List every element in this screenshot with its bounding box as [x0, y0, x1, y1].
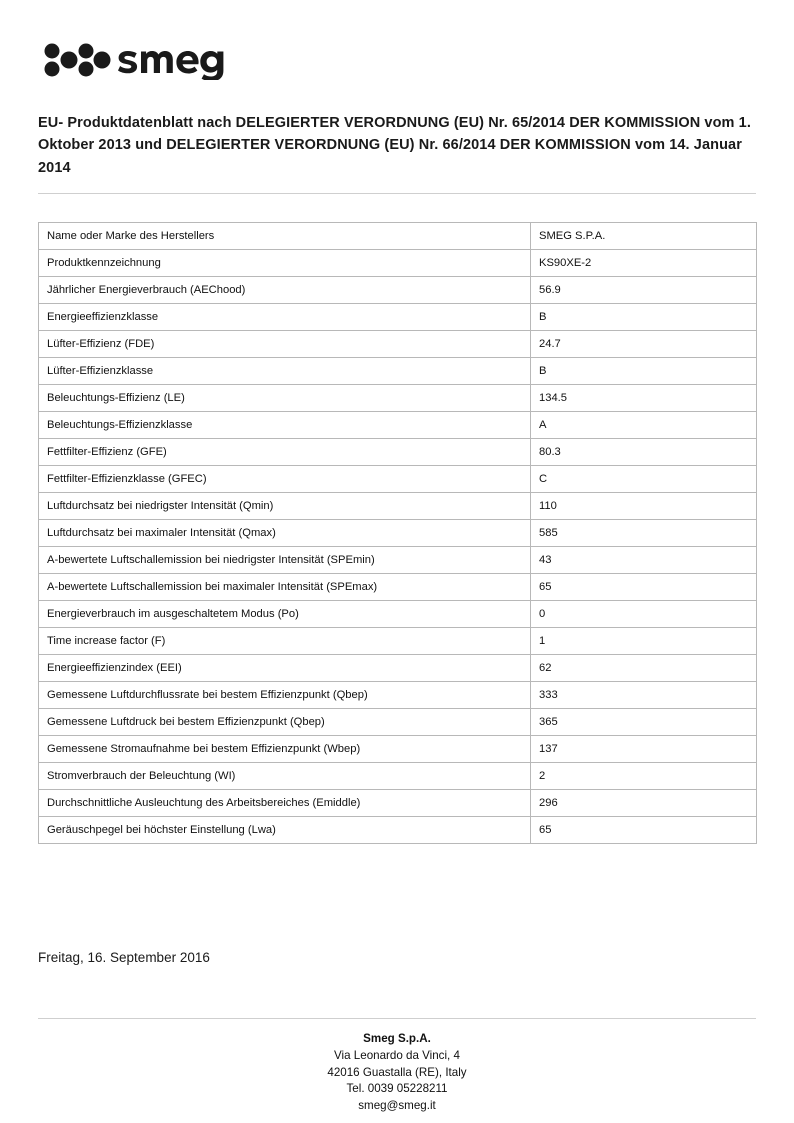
table-row: [39, 250, 757, 277]
row-value: B: [531, 358, 757, 385]
row-value: 65: [531, 817, 757, 844]
footer-divider: [38, 1018, 756, 1019]
row-label: Lüfter-Effizienzklasse: [39, 358, 531, 385]
row-label: Energieeffizienzklasse: [39, 304, 531, 331]
page-title: EU- Produktdatenblatt nach DELEGIERTER VERORDNUNG (EU) Nr. 65/2014 DER KOMMISSION vom 1. Oktober 2013 und DELEGIERTER VERORDNUNG (EU) Nr. 66/2014 DER KOMMISSION vom 14. Januar 2014: [38, 115, 751, 176]
title-divider: [38, 193, 756, 194]
table-row: [39, 331, 757, 358]
row-label: Beleuchtungs-Effizienzklasse: [39, 412, 531, 439]
table-row: [39, 682, 757, 709]
table-row: [39, 412, 757, 439]
smeg-dots-logo: [40, 38, 230, 80]
brand-logo: [40, 34, 756, 84]
row-label: A-bewertete Luftschallemission bei maximaler Intensität (SPEmax): [39, 574, 531, 601]
row-value: 585: [531, 520, 757, 547]
row-label: Beleuchtungs-Effizienz (LE): [39, 385, 531, 412]
page-footer: [38, 1018, 756, 1115]
row-value: 0: [531, 601, 757, 628]
table-row: [39, 628, 757, 655]
table-row: [39, 439, 757, 466]
row-label: Jährlicher Energieverbrauch (AEChood): [39, 277, 531, 304]
row-value: 365: [531, 709, 757, 736]
row-value: 43: [531, 547, 757, 574]
row-label: Energieeffizienzindex (EEI): [39, 655, 531, 682]
row-value: 134.5: [531, 385, 757, 412]
footer-phone: Tel. 0039 05228211: [346, 1082, 448, 1096]
table-row: [39, 655, 757, 682]
row-label: Luftdurchsatz bei maximaler Intensität (Qmax): [39, 520, 531, 547]
document-date: Freitag, 16. September 2016: [38, 950, 210, 965]
row-label: Fettfilter-Effizienzklasse (GFEC): [39, 466, 531, 493]
table-row: [39, 709, 757, 736]
row-label: Energieverbrauch im ausgeschaltetem Modus (Po): [39, 601, 531, 628]
table-row: [39, 277, 757, 304]
row-value: 65: [531, 574, 757, 601]
row-value: C: [531, 466, 757, 493]
table-row: [39, 385, 757, 412]
row-label: Geräuschpegel bei höchster Einstellung (Lwa): [39, 817, 531, 844]
row-value: 1: [531, 628, 757, 655]
table-row: [39, 493, 757, 520]
row-value: A: [531, 412, 757, 439]
row-label: Produktkennzeichnung: [39, 250, 531, 277]
row-value: 62: [531, 655, 757, 682]
row-label: A-bewertete Luftschallemission bei niedrigster Intensität (SPEmin): [39, 547, 531, 574]
row-label: Luftdurchsatz bei niedrigster Intensität (Qmin): [39, 493, 531, 520]
product-data-table: [38, 222, 757, 844]
row-label: Time increase factor (F): [39, 628, 531, 655]
table-row: [39, 358, 757, 385]
row-value: KS90XE-2: [531, 250, 757, 277]
table-row: [39, 601, 757, 628]
table-row: [39, 736, 757, 763]
row-label: Lüfter-Effizienz (FDE): [39, 331, 531, 358]
row-value: 2: [531, 763, 757, 790]
table-row: [39, 574, 757, 601]
row-value: 137: [531, 736, 757, 763]
table-row: [39, 817, 757, 844]
row-value: B: [531, 304, 757, 331]
table-row: [39, 466, 757, 493]
row-label: Fettfilter-Effizienz (GFE): [39, 439, 531, 466]
table-row: [39, 520, 757, 547]
row-label: Gemessene Stromaufnahme bei bestem Effizienzpunkt (Wbep): [39, 736, 531, 763]
row-value: 333: [531, 682, 757, 709]
footer-email[interactable]: smeg@smeg.it: [358, 1099, 436, 1113]
row-label: Gemessene Luftdurchflussrate bei bestem Effizienzpunkt (Qbep): [39, 682, 531, 709]
table-row: [39, 223, 757, 250]
row-value: 110: [531, 493, 757, 520]
row-label: Stromverbrauch der Beleuchtung (WI): [39, 763, 531, 790]
row-value: 56.9: [531, 277, 757, 304]
table-body: [39, 223, 757, 844]
row-value: 80.3: [531, 439, 757, 466]
table-row: [39, 304, 757, 331]
table-row: [39, 790, 757, 817]
footer-address-line1: Via Leonardo da Vinci, 4: [334, 1048, 460, 1062]
row-value: 24.7: [531, 331, 757, 358]
table-row: [39, 547, 757, 574]
row-label: Durchschnittliche Ausleuchtung des Arbeitsbereiches (Emiddle): [39, 790, 531, 817]
row-value: 296: [531, 790, 757, 817]
row-label: Name oder Marke des Herstellers: [39, 223, 531, 250]
row-value: SMEG S.P.A.: [531, 223, 757, 250]
row-label: Gemessene Luftdruck bei bestem Effizienzpunkt (Qbep): [39, 709, 531, 736]
footer-company: Smeg S.p.A.: [363, 1032, 431, 1045]
table-row: [39, 763, 757, 790]
footer-address-line2: 42016 Guastalla (RE), Italy: [327, 1065, 467, 1079]
